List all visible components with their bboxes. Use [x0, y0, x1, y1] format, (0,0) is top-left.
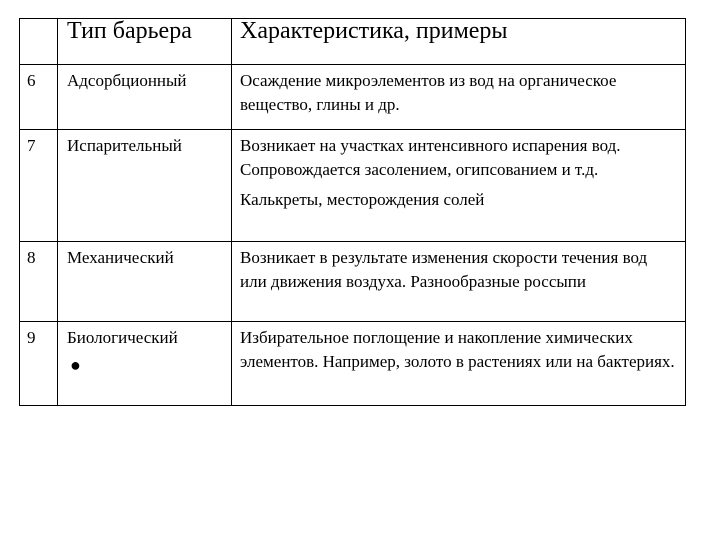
- table-row: [20, 65, 686, 130]
- row-num: 9: [20, 322, 58, 406]
- header-num-cell: [20, 19, 58, 65]
- table-row: [20, 322, 686, 406]
- header-type-cell: Тип барьера: [58, 19, 232, 65]
- row-type: Адсорбционный: [58, 65, 232, 130]
- row-description-text: Избирательное поглощение и накопление химических элементов. Например, золото в растениях или на бактериях.: [240, 328, 675, 371]
- barrier-types-table: [19, 18, 686, 406]
- row-description: [232, 65, 686, 130]
- row-description-text: Возникает на участках интенсивного испарения вод. Сопровождается засолением, огипсованием и т.д.: [240, 136, 621, 179]
- row-description-text: Возникает в результате изменения скорости течения вод или движения воздуха. Разнообразные россыпи: [240, 248, 648, 291]
- row-num: 7: [20, 130, 58, 242]
- row-description-text: Осаждение микроэлементов из вод на органическое вещество, глины и др.: [240, 71, 617, 114]
- row-description: [232, 322, 686, 406]
- row-description: [232, 242, 686, 322]
- header-description-cell: Характеристика, примеры: [232, 19, 686, 65]
- table-header-row: [20, 19, 686, 65]
- table-row: [20, 242, 686, 322]
- row-type: Биологический: [67, 328, 178, 347]
- row-num: 8: [20, 242, 58, 322]
- table-row: [20, 130, 686, 242]
- row-type: Испарительный: [58, 130, 232, 242]
- bullet-icon: ●: [70, 355, 81, 375]
- row-description: [232, 130, 686, 242]
- row-type: Механический: [58, 242, 232, 322]
- row-description-examples: Калькреты, месторождения солей: [240, 190, 485, 209]
- row-type-cell: [58, 322, 232, 406]
- row-num: 6: [20, 65, 58, 130]
